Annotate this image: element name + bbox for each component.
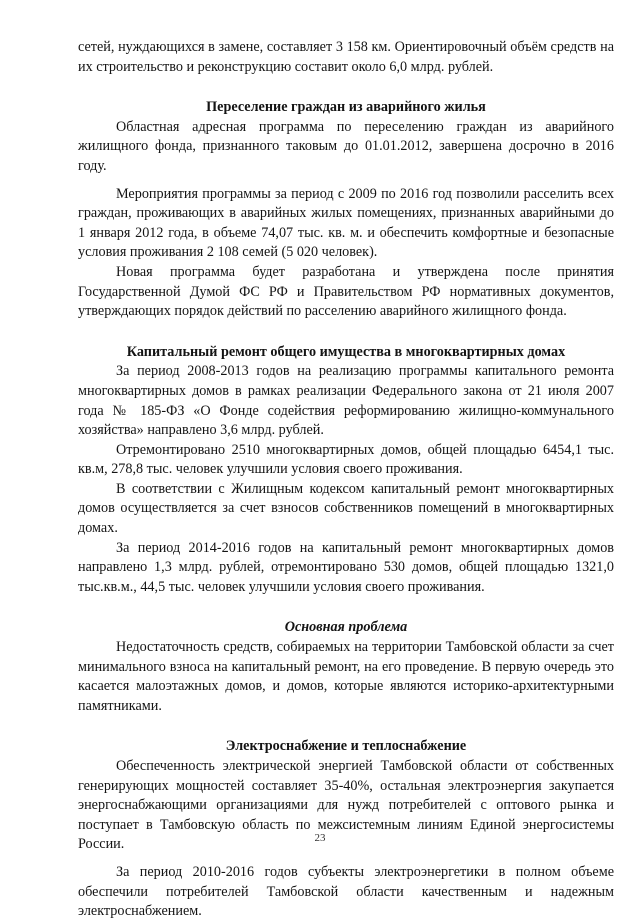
- page-number: 23: [314, 832, 326, 844]
- section-heading-resettlement: Переселение граждан из аварийного жилья: [206, 99, 486, 116]
- page-content: [78, 38, 614, 922]
- paragraph: За период 2014-2016 годов на капитальный ремонт многоквартирных домов направлено 1,3 млрд. рублей, отремонтировано 530 домов, общей площадью 1321,0 тыс.кв.м., 44,5 тыс. человек улучшили условия своего проживания.: [78, 539, 614, 595]
- paragraph: Обеспеченность электрической энергией Тамбовской области от собственных генерирующих мощностей составляет 35-40%, остальная электроэнергия закупается энергоснабжающими организациями для нужд потребителей с оптового рынка и поступает в Тамбовскую область по межсистемным линиям Единой энергосистемы России.: [78, 758, 614, 853]
- paragraph: Мероприятия программы за период с 2009 по 2016 год позволили расселить всех граждан, проживающих в аварийных жилых помещениях, признанных аварийными до 1 января 2012 года, в объеме 74,07 тыс. кв. м. и обеспечить комфортные и безопасные условия проживания 2 108 семей (5 020 человек).: [78, 185, 614, 261]
- paragraph: Отремонтировано 2510 многоквартирных домов, общей площадью 6454,1 тыс. кв.м, 278,8 тыс. человек улучшили условия своего проживания.: [78, 441, 614, 478]
- section-heading-capital-repair: Капитальный ремонт общего имущества в многоквартирных домах: [126, 343, 566, 360]
- section-heading-energy: Электроснабжение и теплоснабжение: [225, 738, 467, 755]
- paragraph: Областная адресная программа по переселению граждан из аварийного жилищного фонда, признанного таковым до 01.01.2012, завершена досрочно в 2016 году.: [78, 118, 614, 174]
- paragraph: Новая программа будет разработана и утверждена после принятия Государственной Думой ФС РФ и Правительством РФ нормативных документов, утверждающих порядок действий по расселению аварийного жилищного фонда.: [78, 263, 614, 320]
- intro-paragraph: сетей, нуждающихся в замене, составляет 3 158 км. Ориентировочный объём средств на их строительство и реконструкцию составит около 6,0 млрд. рублей.: [78, 39, 614, 75]
- paragraph: За период 2008-2013 годов на реализацию программы капитального ремонта многоквартирных домов в рамках реализации Федерального закона от 21 июля 2007 года № 185-ФЗ «О Фонде содействия реформированию жилищно-коммунального хозяйства» направлено 3,6 млрд. рублей.: [78, 363, 614, 439]
- paragraph: Недостаточность средств, собираемых на территории Тамбовской области за счет минимального взноса на капитальный ремонт, на его проведение. В первую очередь это касается малоэтажных домов, и домов, которые являются историко-архитектурными памятниками.: [78, 639, 614, 714]
- paragraph: За период 2010-2016 годов субъекты электроэнергетики в полном объеме обеспечили потребителей Тамбовской области качественным и надежным электроснабжением.: [78, 863, 614, 920]
- paragraph: В соответствии с Жилищным кодексом капитальный ремонт многоквартирных домов осуществляется за счет взносов собственников помещений в многоквартирных домах.: [78, 480, 614, 537]
- section-heading-main-problem: Основная проблема: [284, 619, 408, 636]
